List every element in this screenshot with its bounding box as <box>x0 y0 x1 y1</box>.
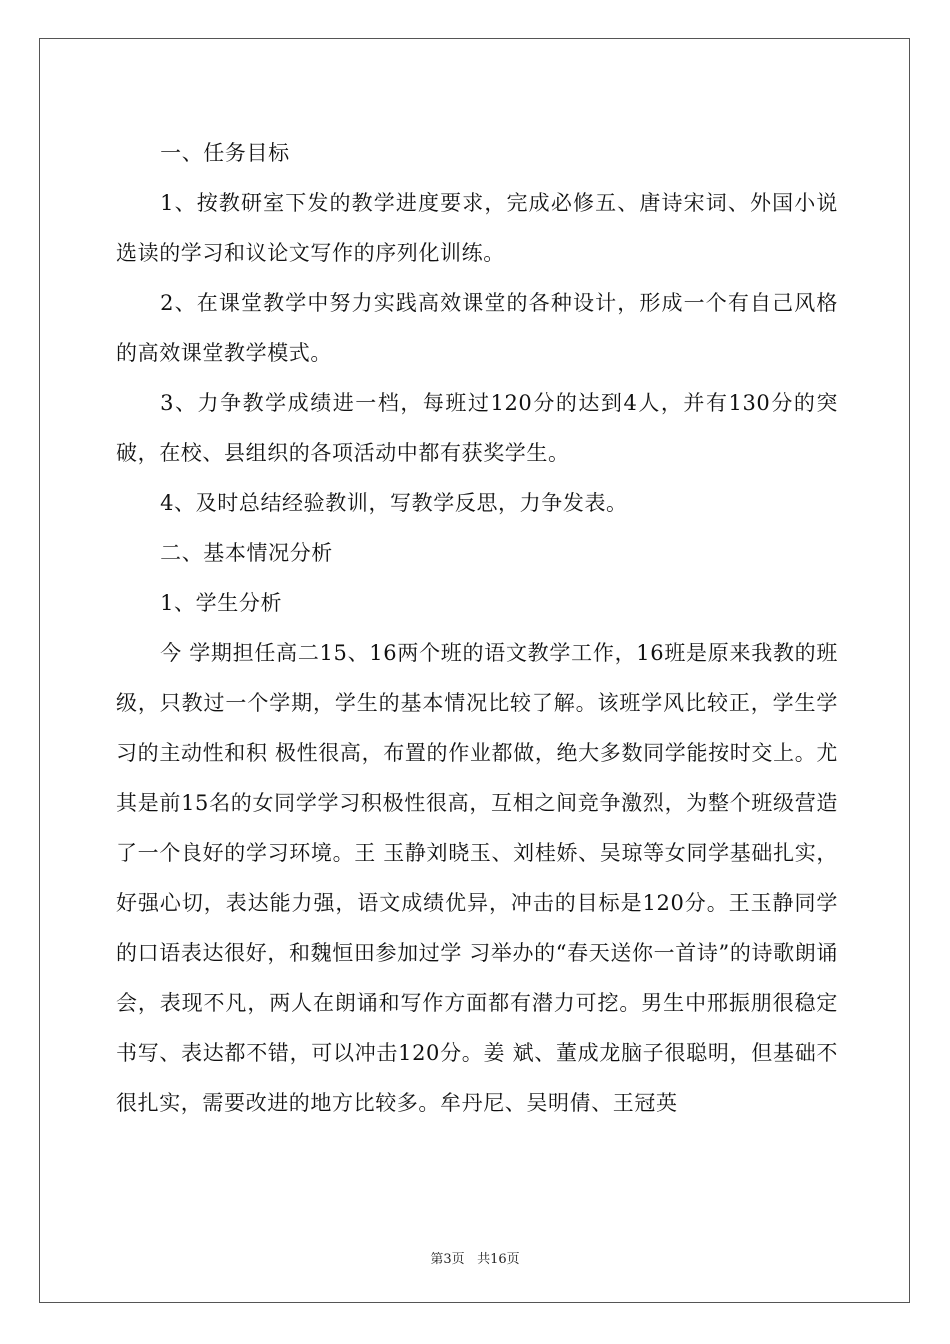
subheading-student-analysis: 1、学生分析 <box>160 591 283 615</box>
goal-item-2: 2、在课堂教学中努力实践高效课堂的各种设计，形成一个有自己风格的高效课堂教学模式。 <box>116 291 838 365</box>
goal-item-1: 1、按教研室下发的教学进度要求，完成必修五、唐诗宋词、外国小说选读的学习和议论文写作的序列化训练。 <box>116 191 838 265</box>
heading-task-goals: 一、任务目标 <box>160 141 290 165</box>
goal-item-3: 3、力争教学成绩进一档，每班过120分的达到4人，并有130分的突破，在校、县组织的各项活动中都有获奖学生。 <box>116 391 838 465</box>
goal-item-4: 4、及时总结经验教训，写教学反思，力争发表。 <box>160 491 628 515</box>
page-total: 共16页 <box>477 1252 520 1267</box>
heading-situation-analysis: 二、基本情况分析 <box>160 541 333 565</box>
student-analysis-paragraph: 今 学期担任高二15、16两个班的语文教学工作，16班是原来我教的班级，只教过一个学期，学生的基本情况比较了解。该班学风比较正，学生学习的主动性和积 极性很高，布置的作业都做，绝大多数同学能按时交上。尤其是前15名的女同学学习积极性很高，互相之间竞争激烈，为整个班级营造了一个良好的学习环境。王 玉静刘晓玉、刘桂娇、吴琼等女同学基础扎实，好强心切，表达能力强，语文成绩优异，冲击的目标是120分。王玉静同学的口语表达很好，和魏恒田参加过学 习举办的“春天送你一首诗”的诗歌朗诵会，表现不凡，两人在朗诵和写作方面都有潜力可挖。男生中邢振朋很稳定书写、表达都不错，可以冲击120分。姜 斌、董成龙脑子很聪明，但基础不很扎实，需要改进的地方比较多。牟丹尼、吴明倩、王冠英 <box>116 641 838 1115</box>
page-number: 第3页 <box>430 1252 465 1267</box>
document-body <box>116 128 838 1128</box>
footer-spacer <box>465 1252 477 1267</box>
page-footer <box>0 1248 950 1267</box>
